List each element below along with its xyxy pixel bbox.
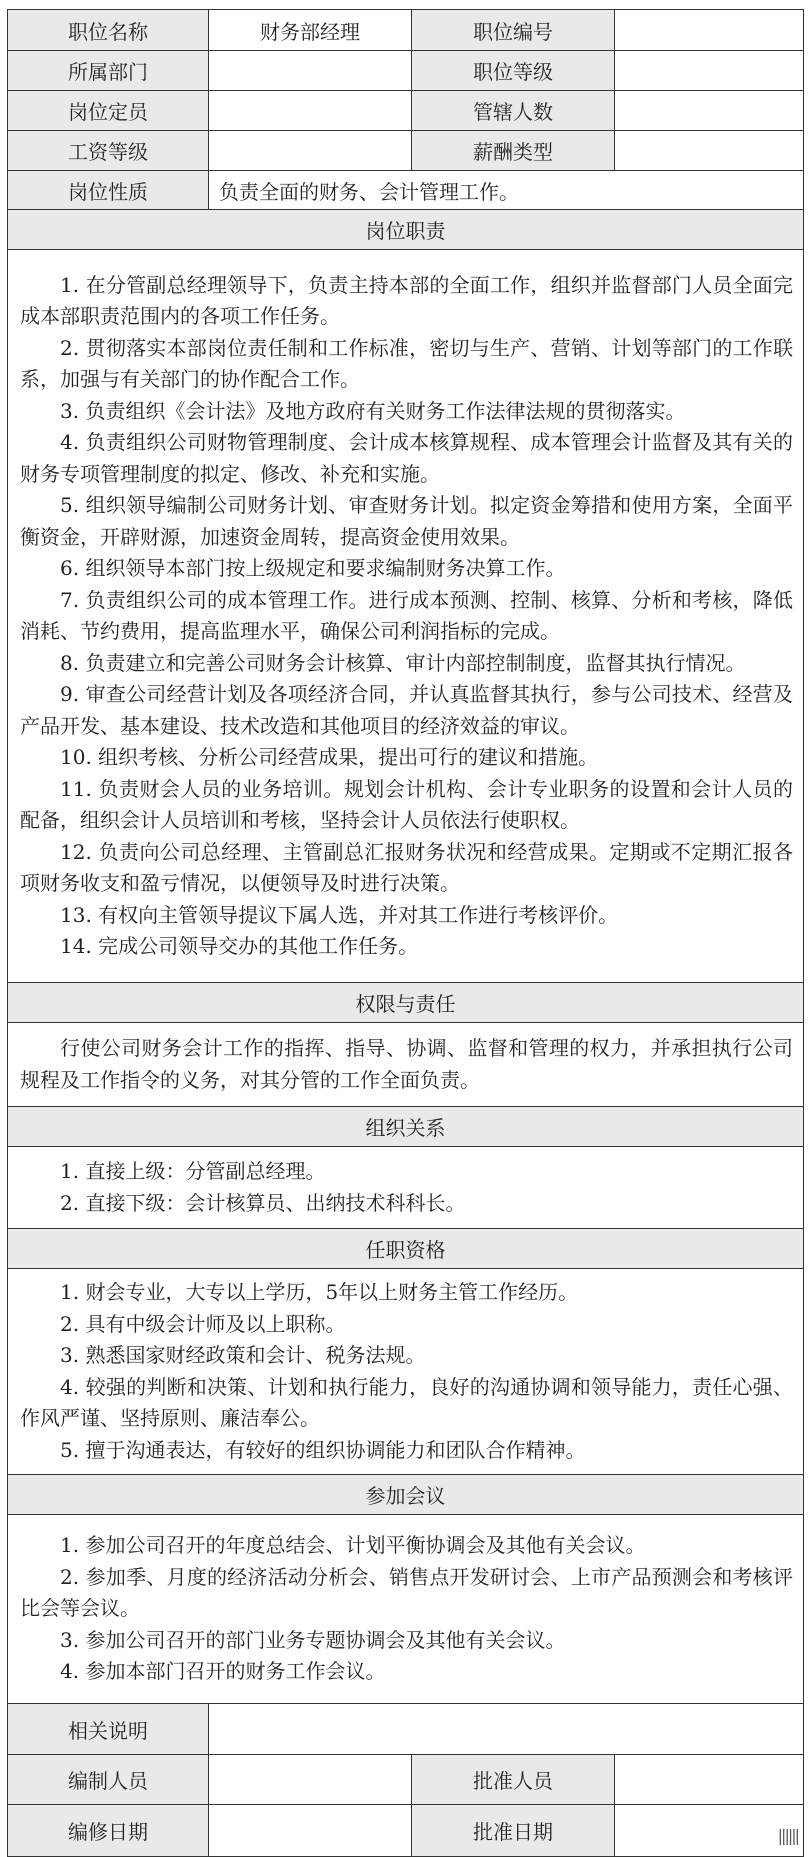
list-item: 5. 组织领导编制公司财务计划、审查财务计划。拟定资金筹措和使用方案，全面平衡资金，开辟财源，加速资金周转，提高资金使用效果。 (20, 493, 793, 549)
meetings-section-title: 参加会议 (8, 1475, 804, 1515)
field-value (615, 1755, 804, 1805)
field-label: 所属部门 (8, 51, 209, 91)
table-row (8, 1515, 804, 1704)
list-item: 5. 擅于沟通表达，有较好的组织协调能力和团队合作精神。 (60, 1437, 586, 1462)
relations-section-body (8, 1147, 804, 1229)
table-row (8, 51, 804, 91)
field-label: 职位编号 (412, 10, 615, 51)
field-label: 批准日期 (412, 1805, 615, 1857)
list-item: 4. 负责组织公司财物管理制度、会计成本核算规程、成本管理会计监督及其有关的财务专项管理制度的拟定、修改、补充和实施。 (20, 430, 793, 486)
list-item: 3. 熟悉国家财经政策和会计、税务法规。 (60, 1343, 426, 1367)
list-item: 10. 组织考核、分析公司经营成果，提出可行的建议和措施。 (60, 745, 599, 769)
list-item: 11. 负责财会人员的业务培训。规划会计机构、会计专业职务的设置和会计人员的配备，组织会计人员培训和考核，坚持会计人员依法行使职权。 (20, 776, 793, 832)
table-row (8, 131, 804, 171)
list-item: 2. 直接下级：会计核算员、出纳技术科科长。 (60, 1190, 466, 1215)
field-label: 工资等级 (8, 131, 209, 171)
table-row (8, 250, 804, 983)
table-row (8, 1229, 804, 1269)
field-label: 岗位定员 (8, 91, 209, 131)
list-item: 4. 较强的判断和决策、计划和执行能力，良好的沟通协调和领导能力，责任心强、作风严谨、坚持原则、廉洁奉公。 (20, 1374, 793, 1430)
table-row (8, 210, 804, 250)
list-item: 行使公司财务会计工作的指挥、指导、协调、监督和管理的权力，并承担执行公司规程及工作指令的义务，对其分管的工作全面负责。 (20, 1036, 793, 1092)
field-value (615, 91, 804, 131)
nature-value: 负责全面的财务、会计管理工作。 (209, 171, 804, 210)
field-value (209, 51, 412, 91)
list-item: 14. 完成公司领导交办的其他工作任务。 (60, 934, 419, 958)
list-item: 2. 贯彻落实本部岗位责任制和工作标准，密切与生产、营销、计划等部门的工作联系，加强与有关部门的协作配合工作。 (20, 335, 793, 391)
field-value (209, 1755, 412, 1805)
job-description-table (7, 9, 804, 1857)
notes-value (209, 1704, 804, 1755)
watermark-logo: |||||| (777, 1826, 798, 1845)
list-item: 4. 参加本部门召开的财务工作会议。 (60, 1659, 386, 1684)
field-value (209, 1805, 412, 1857)
authority-section-body (8, 1023, 804, 1107)
list-item: 7. 负责组织公司的成本管理工作。进行成本预测、控制、核算、分析和考核，降低消耗、节约费用，提高监理水平，确保公司利润指标的完成。 (20, 587, 793, 643)
field-value (615, 51, 804, 91)
list-item: 2. 参加季、月度的经济活动分析会、销售点开发研讨会、上市产品预测会和考核评比会等会议。 (20, 1564, 793, 1621)
list-item: 13. 有权向主管领导提议下属人选，并对其工作进行考核评价。 (60, 902, 619, 927)
authority-section-title: 权限与责任 (8, 983, 804, 1023)
field-label: 编修日期 (8, 1805, 209, 1857)
list-item: 1. 直接上级：分管副总经理。 (60, 1159, 326, 1183)
field-value (209, 131, 412, 171)
meetings-section-body (8, 1515, 804, 1704)
table-row (8, 91, 804, 131)
table-row (8, 1704, 804, 1755)
nature-label: 岗位性质 (8, 171, 209, 210)
field-label: 薪酬类型 (412, 131, 615, 171)
list-item: 8. 负责建立和完善公司财务会计核算、审计内部控制制度，监督其执行情况。 (60, 650, 746, 675)
table-row (8, 1107, 804, 1147)
table-row (8, 1147, 804, 1229)
notes-label: 相关说明 (8, 1704, 209, 1755)
table-row (8, 1023, 804, 1107)
list-item: 3. 负责组织《会计法》及地方政府有关财务工作法律法规的贯彻落实。 (60, 398, 686, 423)
table-row (8, 171, 804, 210)
table-row (8, 10, 804, 51)
duties-section-title: 岗位职责 (8, 210, 804, 250)
field-value (615, 1805, 804, 1857)
field-value (615, 131, 804, 171)
list-item: 1. 参加公司召开的年度总结会、计划平衡协调会及其他有关会议。 (60, 1533, 646, 1558)
relations-section-title: 组织关系 (8, 1107, 804, 1147)
list-item: 2. 具有中级会计师及以上职称。 (60, 1311, 346, 1336)
field-label: 职位名称 (8, 10, 209, 51)
qualifications-section-title: 任职资格 (8, 1229, 804, 1269)
duties-section-body (8, 250, 804, 983)
field-label: 编制人员 (8, 1755, 209, 1805)
table-row (8, 983, 804, 1023)
list-item: 12. 负责向公司总经理、主管副总汇报财务状况和经营成果。定期或不定期汇报各项财务收支和盈亏情况，以便领导及时进行决策。 (20, 839, 793, 895)
field-value (615, 10, 804, 51)
field-value (209, 91, 412, 131)
field-label: 管辖人数 (412, 91, 615, 131)
table-row (8, 1475, 804, 1515)
list-item: 1. 财会专业，大专以上学历，5年以上财务主管工作经历。 (60, 1280, 579, 1304)
field-label: 批准人员 (412, 1755, 615, 1805)
list-item: 9. 审查公司经营计划及各项经济合同，并认真监督其执行，参与公司技术、经营及产品开发、基本建设、技术改造和其他项目的经济效益的审议。 (20, 682, 793, 738)
list-item: 3. 参加公司召开的部门业务专题协调会及其他有关会议。 (60, 1627, 566, 1652)
list-item: 1. 在分管副总经理领导下，负责主持本部的全面工作，组织并监督部门人员全面完成本部职责范围内的各项工作任务。 (20, 272, 793, 328)
qualifications-section-body (8, 1269, 804, 1475)
table-row (8, 1755, 804, 1805)
field-label: 职位等级 (412, 51, 615, 91)
table-row (8, 1269, 804, 1475)
list-item: 6. 组织领导本部门按上级规定和要求编制财务决算工作。 (60, 556, 566, 580)
field-value: 财务部经理 (209, 10, 412, 51)
table-row (8, 1805, 804, 1857)
